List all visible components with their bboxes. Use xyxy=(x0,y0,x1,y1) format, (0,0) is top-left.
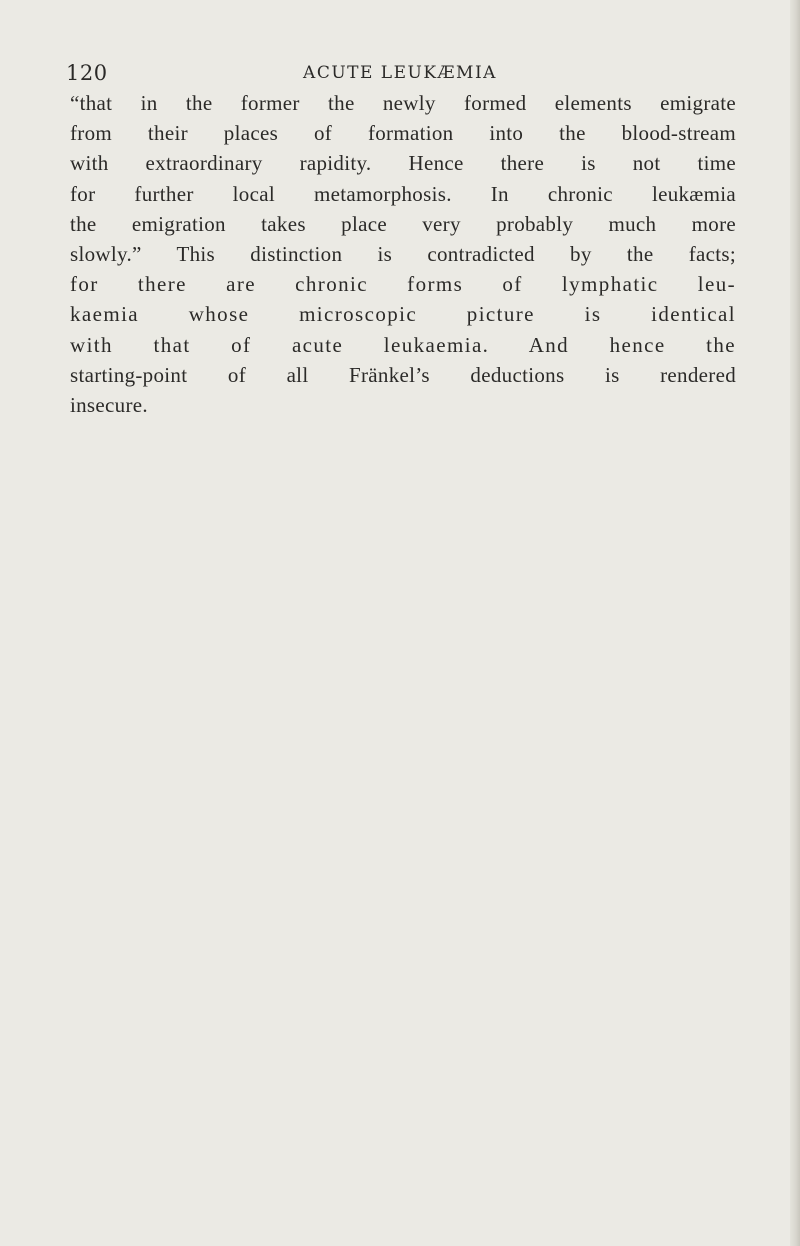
text-line: starting-point of all Fränkel’s deductions is rendered xyxy=(70,362,736,387)
page-number: 120 xyxy=(66,61,108,85)
running-head xyxy=(66,60,734,86)
text-line: the emigration takes place very probably much more xyxy=(70,211,736,236)
text-line: for further local metamorphosis. In chronic leukæmia xyxy=(70,181,736,206)
text-line: “that in the former the newly formed elements emigrate xyxy=(70,91,736,115)
text-line: with that of acute leukaemia. And hence the xyxy=(70,332,736,357)
body-paragraph xyxy=(70,88,736,420)
running-title: ACUTE LEUKÆMIA xyxy=(303,63,497,83)
text-line: for there are chronic forms of lymphatic leu- xyxy=(70,272,736,297)
text-line: kaemia whose microscopic picture is identical xyxy=(70,302,736,327)
text-line: insecure. xyxy=(70,393,148,418)
page-edge-shadow xyxy=(790,0,800,1246)
text-line: with extraordinary rapidity. Hence there is not time xyxy=(70,151,736,176)
text-line: slowly.” This distinction is contradicted by the facts; xyxy=(70,242,736,267)
text-line: from their places of formation into the blood-stream xyxy=(70,121,736,146)
